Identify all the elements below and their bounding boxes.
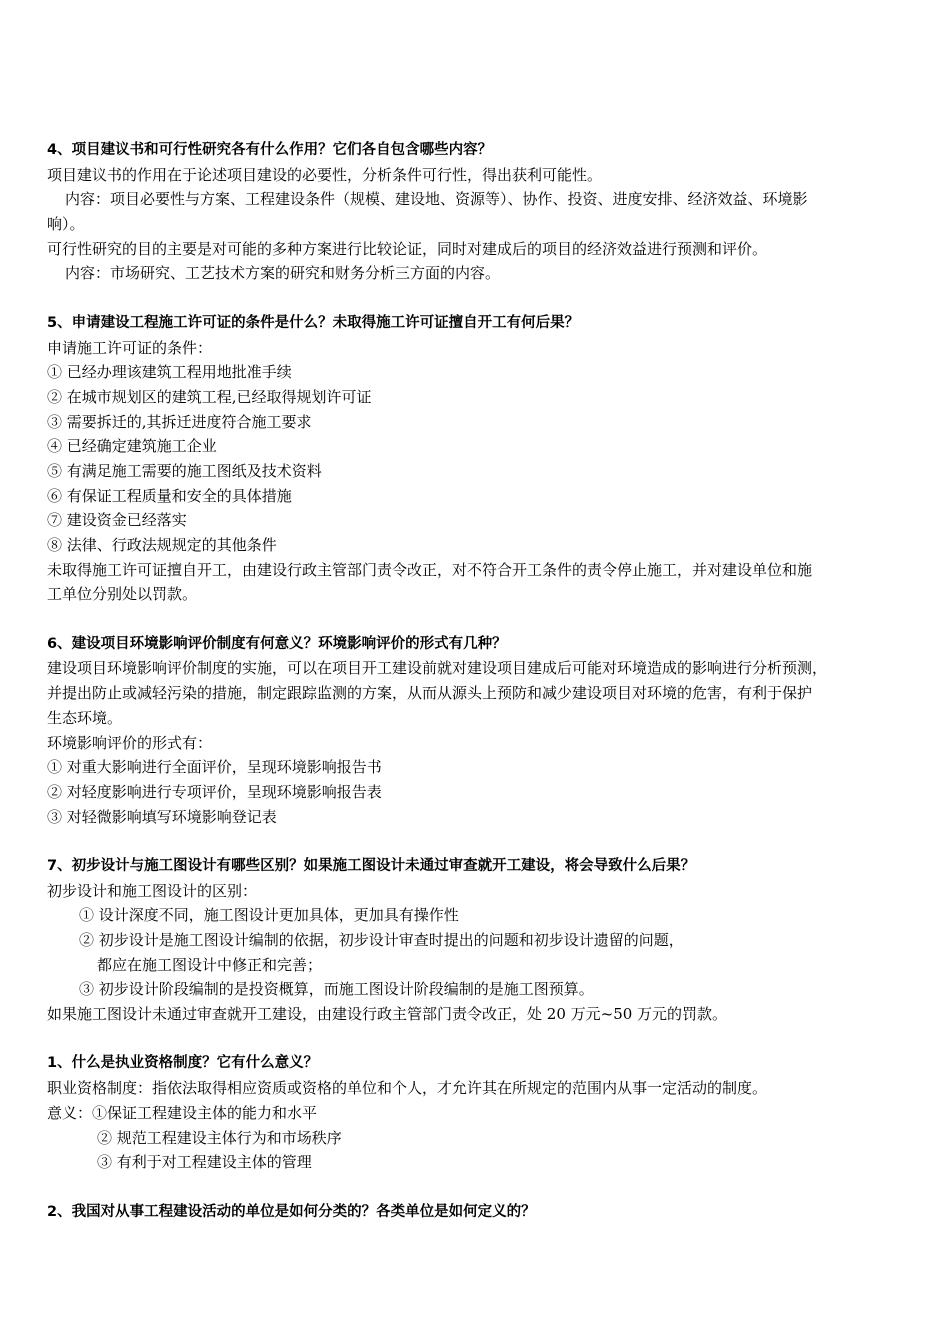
list-item: ② 在城市规划区的建筑工程,已经取得规划许可证 [47,387,372,406]
section-heading-q6: 6、建设项目环境影响评价制度有何意义？环境影响评价的形式有几种？ [47,635,507,652]
list-item: ② 初步设计是施工图设计编制的依据，初步设计审查时提出的问题和初步设计遗留的问题， [79,931,684,949]
list-item: ③ 有利于对工程建设主体的管理 [97,1153,312,1172]
paragraph-line: 环境影响评价的形式有： [47,733,213,752]
paragraph-line: 内容：项目必要性与方案、工程建设条件（规模、建设地、资源等）、协作、投资、进度安排、经济效益、环境影 [65,190,808,209]
paragraph-line: 响）。 [47,215,85,234]
list-item: ③ 对轻微影响填写环境影响登记表 [47,807,277,826]
paragraph-line: 工单位分别处以罚款。 [47,585,198,604]
paragraph-line: 建设项目环境影响评价制度的实施，可以在项目开工建设前就对建设项目建成后可能对环境造成的影响进行分析预测， [47,659,828,678]
paragraph-line: 内容：市场研究、工艺技术方案的研究和财务分析三方面的内容。 [65,264,501,283]
list-item: 意义：①保证工程建设主体的能力和水平 [47,1103,318,1122]
list-item-continuation: 都应在施工图设计中修正和完善； [97,955,323,974]
paragraph-line: 生态环境。 [47,708,123,727]
paragraph-line: 项目建议书的作用在于论述项目建设的必要性，分析条件可行性，得出获利可能性。 [47,165,603,184]
list-item: ⑦ 建设资金已经落实 [47,511,187,530]
paragraph-line: 职业资格制度：指依法取得相应资质或资格的单位和个人，才允许其在所规定的范围内从事一定活动的制度。 [47,1079,768,1098]
list-item: ① 对重大影响进行全面评价，呈现环境影响报告书 [47,758,382,777]
paragraph-line: 并提出防止或减轻污染的措施，制定跟踪监测的方案，从而从源头上预防和减少建设项目对环境的危害，有利于保护 [47,684,813,703]
paragraph-line: 可行性研究的目的主要是对可能的多种方案进行比较论证，同时对建成后的项目的经济效益进行预测和评价。 [47,239,768,258]
list-item: ③ 初步设计阶段编制的是投资概算，而施工图设计阶段编制的是施工图预算。 [79,980,594,999]
list-item: ④ 已经确定建筑施工企业 [47,437,217,456]
list-item: ③ 需要拆迁的,其拆迁进度符合施工要求 [47,412,312,431]
document-page [47,138,917,1224]
list-item: ① 已经办理该建筑工程用地批准手续 [47,363,292,382]
paragraph-line: 未取得施工许可证擅自开工，由建设行政主管部门责令改正，对不符合开工条件的责令停止施工，并对建设单位和施 [47,560,813,579]
section-heading-q1: 1、什么是执业资格制度？它有什么意义？ [47,1055,319,1072]
section-heading-q2: 2、我国对从事工程建设活动的单位是如何分类的？各类单位是如何定义的？ [47,1203,536,1220]
list-item: ② 对轻度影响进行专项评价，呈现环境影响报告表 [47,782,382,801]
list-item: ⑥ 有保证工程质量和安全的具体措施 [47,486,292,505]
section-heading-q7: 7、初步设计与施工图设计有哪些区别？如果施工图设计未通过审查就开工建设，将会导致什么后果？ [47,857,696,874]
list-item: ⑧ 法律、行政法规规定的其他条件 [47,536,277,554]
list-item: ⑤ 有满足施工需要的施工图纸及技术资料 [47,461,322,480]
paragraph-line: 如果施工图设计未通过审查就开工建设，由建设行政主管部门责令改正，处 20 万元~50 万元的罚款。 [47,1005,728,1024]
paragraph-line: 申请施工许可证的条件： [47,338,213,357]
section-heading-q5: 5、申请建设工程施工许可证的条件是什么？未取得施工许可证擅自开工有何后果？ [47,314,580,331]
list-item: ② 规范工程建设主体行为和市场秩序 [97,1128,342,1147]
list-item: ① 设计深度不同，施工图设计更加具体，更加具有操作性 [79,906,459,925]
paragraph-line: 初步设计和施工图设计的区别： [47,881,258,900]
section-heading-q4: 4、项目建议书和可行性研究各有什么作用？它们各自包含哪些内容？ [47,142,493,158]
